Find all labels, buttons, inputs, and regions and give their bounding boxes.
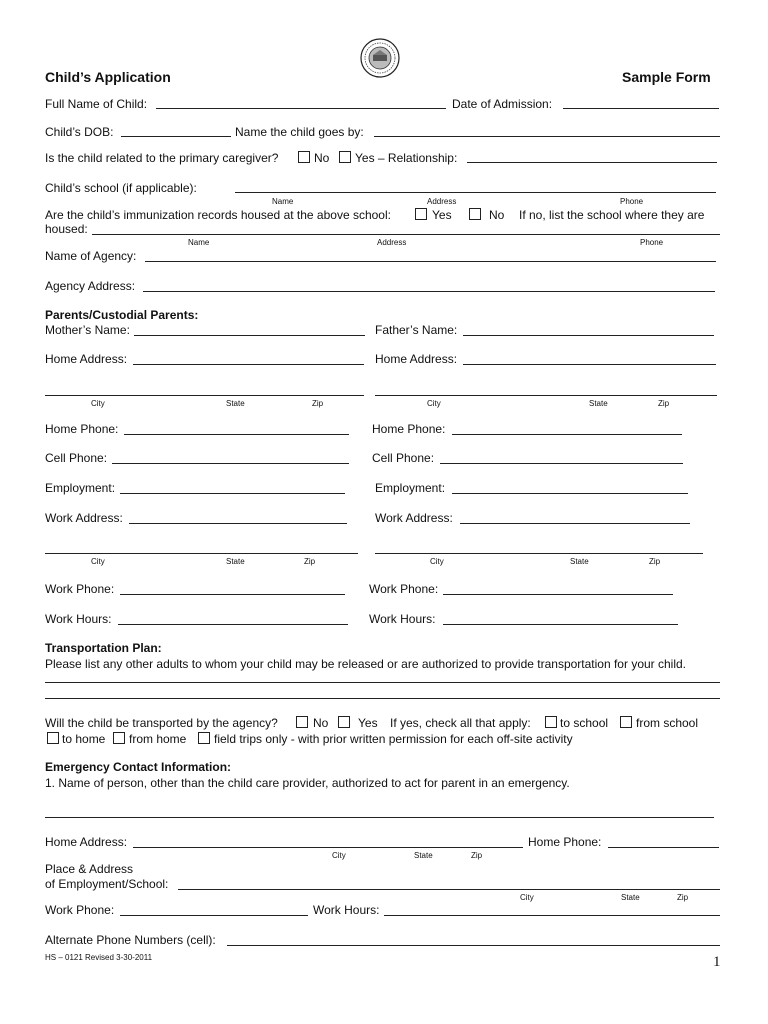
transport-instruction: Please list any other adults to whom your child may be released or are authorized to provide transportation for your child. <box>45 657 687 671</box>
sub-address: Address <box>427 197 457 206</box>
label-mother-work-phone: Work Phone: <box>45 582 115 596</box>
label-related: Is the child related to the primary caregiver? <box>45 151 279 165</box>
school-field[interactable] <box>235 192 716 193</box>
related-no-label: No <box>314 151 330 165</box>
label-mother-name: Mother’s Name: <box>45 323 130 337</box>
sub-zip: Zip <box>304 557 316 566</box>
emergency-home-address-field[interactable] <box>133 847 523 848</box>
immun-yes-label: Yes <box>432 208 452 222</box>
sub-state: State <box>414 851 433 860</box>
emergency-name-field[interactable] <box>45 817 714 818</box>
sub-city: City <box>332 851 346 860</box>
mother-home-phone-field[interactable] <box>124 434 349 435</box>
state-seal-icon <box>360 38 400 78</box>
transport-adults-field-2[interactable] <box>45 698 720 699</box>
immun-no-label: No <box>489 208 505 222</box>
label-school: Child’s school (if applicable): <box>45 181 197 195</box>
related-no-checkbox[interactable] <box>298 151 310 163</box>
to-home-label: to home <box>62 732 106 746</box>
to-home-checkbox[interactable] <box>47 732 59 744</box>
label-place-address-1: Place & Address <box>45 862 134 876</box>
mother-work-hours-field[interactable] <box>118 624 348 625</box>
label-alt-phone: Alternate Phone Numbers (cell): <box>45 933 216 947</box>
to-school-checkbox[interactable] <box>545 716 557 728</box>
from-school-label: from school <box>636 716 699 730</box>
immun-ifno: If no, list the school where they are <box>519 208 705 222</box>
mother-work-address-field[interactable] <box>129 523 347 524</box>
sub-city: City <box>430 557 444 566</box>
label-mother-cell-phone: Cell Phone: <box>45 451 108 465</box>
sub-state: State <box>589 399 608 408</box>
emergency-work-phone-field[interactable] <box>120 915 308 916</box>
mother-cell-phone-field[interactable] <box>112 463 349 464</box>
label-dob: Child’s DOB: <box>45 125 114 139</box>
label-agency-name: Name of Agency: <box>45 249 137 263</box>
sub-city: City <box>520 893 534 902</box>
related-yes-label: Yes – Relationship: <box>355 151 458 165</box>
field-trips-label: field trips only - with prior written permission for each off-site activity <box>214 732 573 746</box>
emergency-work-hours-field[interactable] <box>384 915 720 916</box>
label-agency-transport: Will the child be transported by the agency? <box>45 716 278 730</box>
sub-state: State <box>570 557 589 566</box>
father-name-field[interactable] <box>463 335 714 336</box>
transport-yes-label: Yes <box>358 716 378 730</box>
mother-employment-field[interactable] <box>120 493 345 494</box>
label-father-work-hours: Work Hours: <box>369 612 436 626</box>
page-number: 1 <box>713 954 721 970</box>
transport-no-label: No <box>313 716 329 730</box>
admission-date-field[interactable] <box>563 108 719 109</box>
emergency-item-1: 1. Name of person, other than the child care provider, authorized to act for parent in an emergency. <box>45 776 570 790</box>
label-father-home-phone: Home Phone: <box>372 422 446 436</box>
label-emergency-work-hours: Work Hours: <box>313 903 380 917</box>
sub-name: Name <box>188 238 210 247</box>
label-housed: housed: <box>45 222 88 236</box>
mother-name-field[interactable] <box>134 335 365 336</box>
father-home-phone-field[interactable] <box>452 434 682 435</box>
label-mother-home-phone: Home Phone: <box>45 422 119 436</box>
sub-zip: Zip <box>677 893 689 902</box>
emergency-employment-field[interactable] <box>178 889 720 890</box>
housed-field[interactable] <box>92 234 720 235</box>
relationship-field[interactable] <box>467 162 717 163</box>
section-emergency: Emergency Contact Information: <box>45 760 232 774</box>
from-school-checkbox[interactable] <box>620 716 632 728</box>
label-mother-home-address: Home Address: <box>45 352 128 366</box>
father-cell-phone-field[interactable] <box>440 463 683 464</box>
sub-zip: Zip <box>471 851 483 860</box>
label-father-name: Father’s Name: <box>375 323 458 337</box>
transport-ifyes: If yes, check all that apply: <box>390 716 531 730</box>
label-father-cell-phone: Cell Phone: <box>372 451 435 465</box>
agency-name-field[interactable] <box>145 261 716 262</box>
sub-address: Address <box>377 238 407 247</box>
father-home-address-field[interactable] <box>463 364 716 365</box>
sub-city: City <box>427 399 441 408</box>
sub-zip: Zip <box>312 399 324 408</box>
alt-phone-field[interactable] <box>227 945 720 946</box>
mother-city-state-zip-field[interactable] <box>45 395 364 396</box>
sub-state: State <box>226 399 245 408</box>
label-mother-work-address: Work Address: <box>45 511 123 525</box>
label-emergency-work-phone: Work Phone: <box>45 903 115 917</box>
father-city-state-zip-field[interactable] <box>375 395 717 396</box>
label-mother-work-hours: Work Hours: <box>45 612 112 626</box>
label-goes-by: Name the child goes by: <box>235 125 364 139</box>
label-emergency-home-address: Home Address: <box>45 835 128 849</box>
sub-city: City <box>91 399 105 408</box>
immun-no-checkbox[interactable] <box>469 208 481 220</box>
from-home-checkbox[interactable] <box>113 732 125 744</box>
transport-no-checkbox[interactable] <box>296 716 308 728</box>
sub-zip: Zip <box>649 557 661 566</box>
label-emergency-home-phone: Home Phone: <box>528 835 602 849</box>
form-title: Child’s Application <box>45 69 171 85</box>
emergency-home-phone-field[interactable] <box>608 847 719 848</box>
agency-address-field[interactable] <box>143 291 715 292</box>
mother-work-city-state-zip-field[interactable] <box>45 553 358 554</box>
father-work-hours-field[interactable] <box>443 624 678 625</box>
form-code: HS – 0121 Revised 3-30-2011 <box>45 953 153 962</box>
section-parents: Parents/Custodial Parents: <box>45 308 199 322</box>
section-transportation: Transportation Plan: <box>45 641 162 655</box>
label-place-address-2: of Employment/School: <box>45 877 169 891</box>
label-father-work-address: Work Address: <box>375 511 453 525</box>
full-name-field[interactable] <box>156 108 446 109</box>
label-father-work-phone: Work Phone: <box>369 582 439 596</box>
father-work-address-field[interactable] <box>460 523 690 524</box>
mother-home-address-field[interactable] <box>133 364 364 365</box>
form-label: Sample Form <box>622 69 711 85</box>
sub-zip: Zip <box>658 399 670 408</box>
label-father-home-address: Home Address: <box>375 352 458 366</box>
sub-city: City <box>91 557 105 566</box>
to-school-label: to school <box>560 716 609 730</box>
field-trips-checkbox[interactable] <box>198 732 210 744</box>
dob-field[interactable] <box>121 136 231 137</box>
related-yes-checkbox[interactable] <box>339 151 351 163</box>
label-admission-date: Date of Admission: <box>452 97 553 111</box>
sub-state: State <box>621 893 640 902</box>
label-agency-address: Agency Address: <box>45 279 136 293</box>
sub-phone: Phone <box>640 238 664 247</box>
sub-state: State <box>226 557 245 566</box>
goes-by-field[interactable] <box>374 136 720 137</box>
transport-yes-checkbox[interactable] <box>338 716 350 728</box>
mother-work-phone-field[interactable] <box>120 594 345 595</box>
father-employment-field[interactable] <box>452 493 688 494</box>
transport-adults-field-1[interactable] <box>45 682 720 683</box>
label-immunization: Are the child’s immunization records housed at the above school: <box>45 208 391 222</box>
label-father-employment: Employment: <box>375 481 446 495</box>
father-work-phone-field[interactable] <box>443 594 673 595</box>
immun-yes-checkbox[interactable] <box>415 208 427 220</box>
label-full-name: Full Name of Child: <box>45 97 148 111</box>
label-mother-employment: Employment: <box>45 481 116 495</box>
from-home-label: from home <box>129 732 187 746</box>
father-work-city-state-zip-field[interactable] <box>375 553 703 554</box>
sub-phone: Phone <box>620 197 644 206</box>
sub-name: Name <box>272 197 294 206</box>
